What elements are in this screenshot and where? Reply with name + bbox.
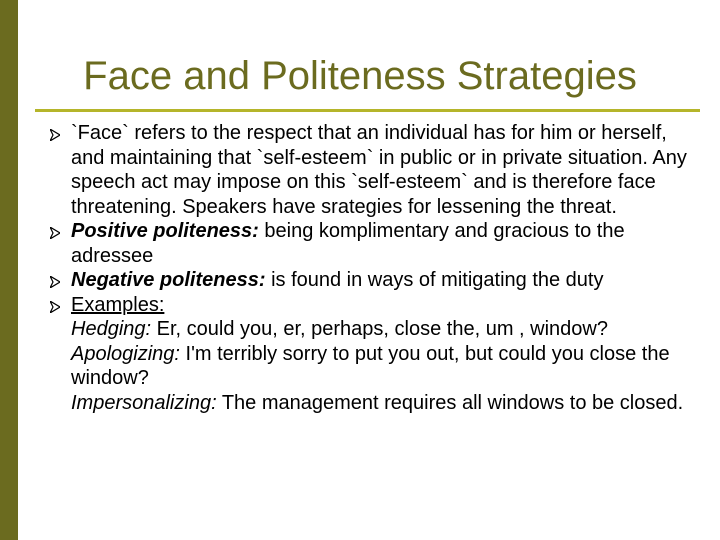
title-divider — [35, 109, 700, 112]
bullet-term: Negative politeness: — [71, 269, 266, 291]
bullet-negative-politeness — [50, 268, 690, 293]
example-impersonalizing — [50, 391, 690, 416]
example-apologizing — [50, 342, 690, 391]
arrowhead-bullet-icon — [50, 129, 60, 141]
example-hedging — [50, 317, 690, 342]
arrowhead-bullet-icon — [50, 276, 60, 288]
bullet-term: Positive politeness: — [71, 220, 259, 242]
example-text: I'm terribly sorry to put you out, but could you close the window? — [71, 342, 670, 389]
slide-body — [50, 121, 690, 415]
arrowhead-bullet-icon — [50, 301, 60, 313]
bullet-face-definition — [50, 121, 690, 219]
examples-heading: Examples: — [71, 293, 165, 316]
example-text: The management requires all windows to be closed. — [216, 391, 684, 414]
bullet-examples — [50, 293, 690, 318]
example-term: Impersonalizing: — [71, 391, 217, 414]
example-term: Apologizing: — [71, 342, 180, 365]
example-term: Hedging: — [71, 318, 152, 340]
arrowhead-bullet-icon — [50, 227, 60, 239]
example-text: Er, could you, er, perhaps, close the, um , window? — [151, 318, 608, 340]
slide-title: Face and Politeness Strategies — [83, 54, 637, 98]
bullet-text: `Face` refers to the respect that an individual has for him or herself, and maintaining that `self-esteem` in public or in private situation. Any speech act may impose on this `self-esteem` and is therefore face threatening. Speakers have srategies for lessening the threat. — [71, 122, 687, 218]
bullet-text: being komplimentary and gracious to the adressee — [71, 220, 625, 267]
bullet-positive-politeness — [50, 219, 690, 268]
bullet-text: is found in ways of mitigating the duty — [265, 269, 604, 291]
